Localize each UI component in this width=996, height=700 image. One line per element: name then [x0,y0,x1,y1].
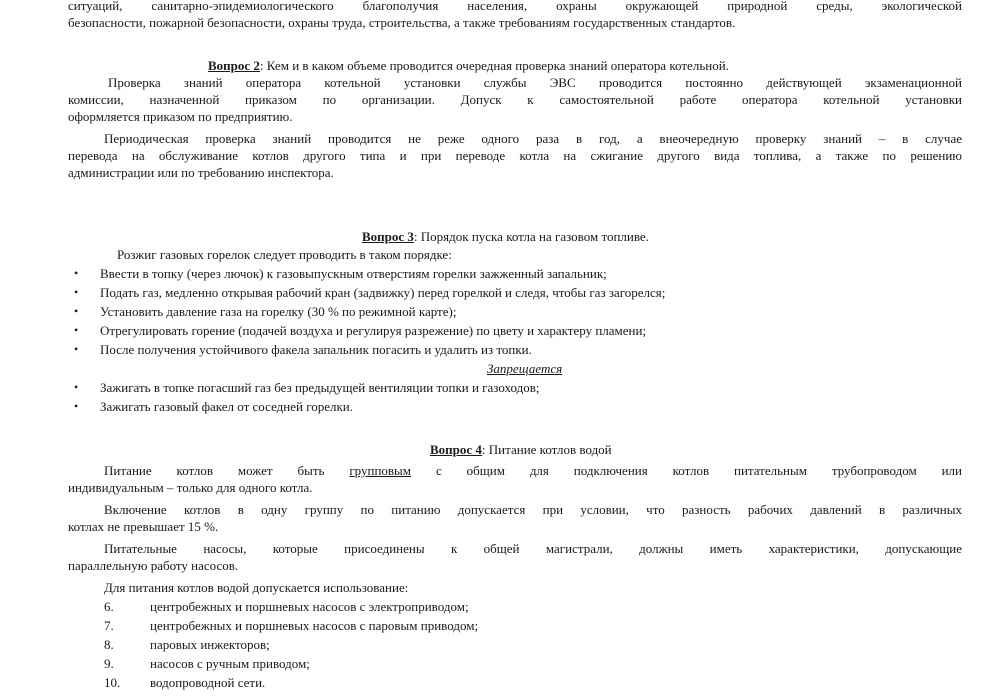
q4-p3-line-1: Питательные насосы, которые присоединены к общей магистрали, должны иметь характеристики, допускающие [104,541,962,556]
document-page: ситуаций, санитарно-эпидемиологического благополучия населения, охраны окружающей природной среды, экологической безопасности, пожарной безопасности, охраны труда, строительства, а также требованиям государственных стандартов. Вопрос 2: Кем и в каком объеме проводится очередная проверка знаний оператора котельной. Проверка знаний оператора котельной установки службы ЭВС проводится постоянно действующей экзаменационной комиссии, назначенной приказом по организации. Допуск к самостоятельной работе оператора котельной установки оформляется приказом по предприятию. Периодическая проверка знаний проводится не реже одного раза в год, а внеочередную проверку знаний – в случае перевода на обслуживание котлов другого типа и при переводе котла на сжигание другого вида топлива, а также по решению администрации или по требованию инспектора. Вопрос 3: Порядок пуска котла на газовом топливе. Розжиг газовых горелок следует проводить в таком порядке: • Ввести в топку (через лючок) к газовыпускным отверстиям горелки зажженный запальник; • Подать газ, медленно открывая рабочий кран (задвижку) перед горелкой и следя, чтобы газ загорелся; • Установить давление газа на горелку (30 % по режимной карте); • Отрегулировать горение (подачей воздуха и регулируя разрежение) по цвету и характеру пламени; • После получения устойчивого факела запальник погасить и удалить из топки. Запрещается • Зажигать в топке погасший газ без предыдущей вентиляции топки и газоходов; • Зажигать газовый факел от соседней горелки. Вопрос 4: Питание котлов водой Питание котлов может быть групповым с общим для подключения котлов питательным трубопроводом или индивидуальным – только для одного котла. Включение котлов в одну группу по питанию допускается при условии, что разность рабочих давлений в различных котлах не превышает 15 %. Питательные насосы, которые присоединены к общей магистрали, должны иметь характеристики, допускающие параллельную работу насосов. Для питания котлов водой допускается использование: 6. центробежных и поршневых насосов с электроприводом; 7. центробежных и поршневых насосов с паровым приводом; 8. паровых инжекторов; 9. насосов с ручным приводом; 10. водопроводной сети. [0,0,996,700]
question-3-label: Вопрос 3 [362,229,414,244]
intro-line-2: безопасности, пожарной безопасности, охраны труда, строительства, а также требованиям государственных стандартов. [68,15,736,30]
q3-lead: Розжиг газовых горелок следует проводить в таком порядке: [117,247,452,262]
q4-p1-line-1: Питание котлов может быть групповым с общим для подключения котлов питательным трубопроводом или [104,463,963,478]
bullet-icon: • [74,304,79,318]
q4-p1-line-2: индивидуальным – только для одного котла. [68,480,313,495]
question-3-title: : Порядок пуска котла на газовом топливе. [413,229,649,244]
q2-p1-line-3: оформляется приказом по предприятию. [68,109,293,124]
bullet-icon: • [74,399,79,413]
bullet-icon: • [74,266,79,280]
question-2-heading [208,57,729,74]
q4-p2-line-1: Включение котлов в одну группу по питанию допускается при условии, что разность рабочих давлений в различных [104,502,962,517]
bullet-icon: • [74,380,79,394]
q2-p2-line-3: администрации или по требованию инспектора. [68,165,334,180]
bullet-icon: • [74,285,79,299]
q3-forbidden-heading: Запрещается [487,361,563,376]
question-4-title: : Питание котлов водой [481,442,612,457]
q2-p1-line-1: Проверка знаний оператора котельной установки службы ЭВС проводится постоянно действующей экзаменационной [108,75,962,90]
question-3-heading [362,228,649,245]
q2-p2-line-2: перевода на обслуживание котлов другого типа и при переводе котла на сжигание другого вида топлива, а также по решению [68,148,962,163]
q4-p3-line-2: параллельную работу насосов. [68,558,239,573]
bullet-icon: • [74,323,79,337]
intro-line-1: ситуаций, санитарно-эпидемиологического благополучия населения, охраны окружающей природной среды, экологической [68,0,962,13]
q2-p2-line-1: Периодическая проверка знаний проводится не реже одного раза в год, а внеочередную проверку знаний – в случае [104,131,962,146]
question-2-label: Вопрос 2 [208,58,260,73]
group-term: групповым [349,463,412,478]
bullet-icon: • [74,342,79,356]
question-4-heading [430,441,612,458]
question-4-label: Вопрос 4 [430,442,482,457]
q2-p1-line-2: комиссии, назначенной приказом по организации. Допуск к самостоятельной работе оператора котельной установки [68,92,962,107]
q4-lead: Для питания котлов водой допускается использование: [104,580,409,595]
question-2-title: : Кем и в каком объеме проводится очередная проверка знаний оператора котельной. [259,58,729,73]
q4-p2-line-2: котлах не превышает 15 %. [68,519,219,534]
